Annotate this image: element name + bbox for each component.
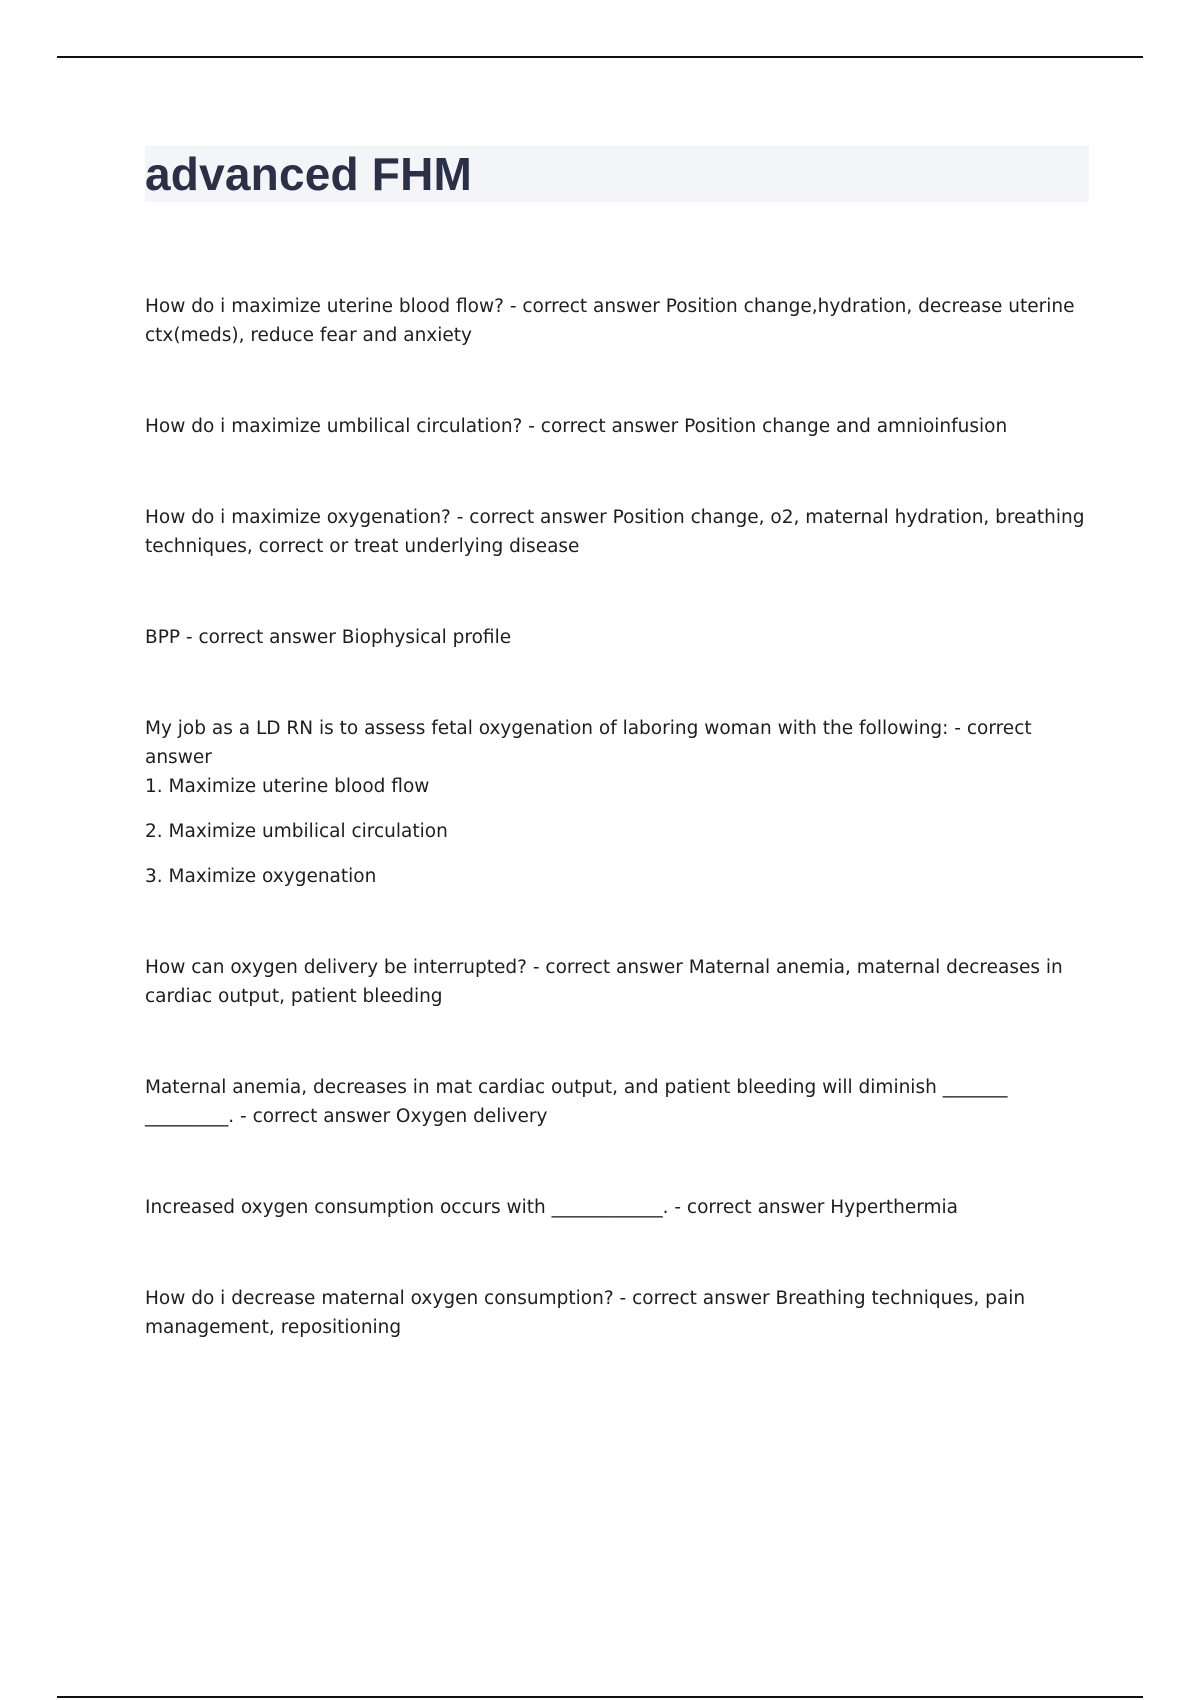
flashcard-item: How do i decrease maternal oxygen consumption? - correct answer Breathing techniques, pain management, repositioning: [145, 1288, 1026, 1338]
flashcard-item: How do i maximize oxygenation? - correct answer Position change, o2, maternal hydration, breathing techniques, correct or treat underlying disease: [145, 507, 1085, 557]
answer-list-item: 2. Maximize umbilical circulation: [145, 821, 448, 842]
flashcard-question: My job as a LD RN is to assess fetal oxygenation of laboring woman with the following: - correct answer: [145, 718, 1032, 768]
flashcard-item-with-list: [145, 714, 1090, 891]
flashcard-item: Maternal anemia, decreases in mat cardiac output, and patient bleeding will diminish _______ _________. - correct answer Oxygen delivery: [145, 1077, 1008, 1127]
answer-list-item: 1. Maximize uterine blood flow: [145, 776, 430, 797]
flashcard-item: How do i maximize uterine blood flow? - correct answer Position change,hydration, decrease uterine ctx(meds), reduce fear and anxiety: [145, 296, 1075, 346]
flashcard-item: Increased oxygen consumption occurs with ____________. - correct answer Hyperthermia: [145, 1197, 958, 1218]
flashcard-item: How can oxygen delivery be interrupted? - correct answer Maternal anemia, maternal decreases in cardiac output, patient bleeding: [145, 957, 1063, 1007]
answer-list-item: 3. Maximize oxygenation: [145, 866, 377, 887]
page-title: advanced FHM: [145, 148, 473, 200]
flashcard-list: [145, 292, 1090, 1404]
header-rule: [57, 56, 1143, 58]
flashcard-item: BPP - correct answer Biophysical profile: [145, 627, 512, 648]
footer-rule: [57, 1696, 1143, 1698]
flashcard-item: How do i maximize umbilical circulation? - correct answer Position change and amnioinfusion: [145, 416, 1008, 437]
